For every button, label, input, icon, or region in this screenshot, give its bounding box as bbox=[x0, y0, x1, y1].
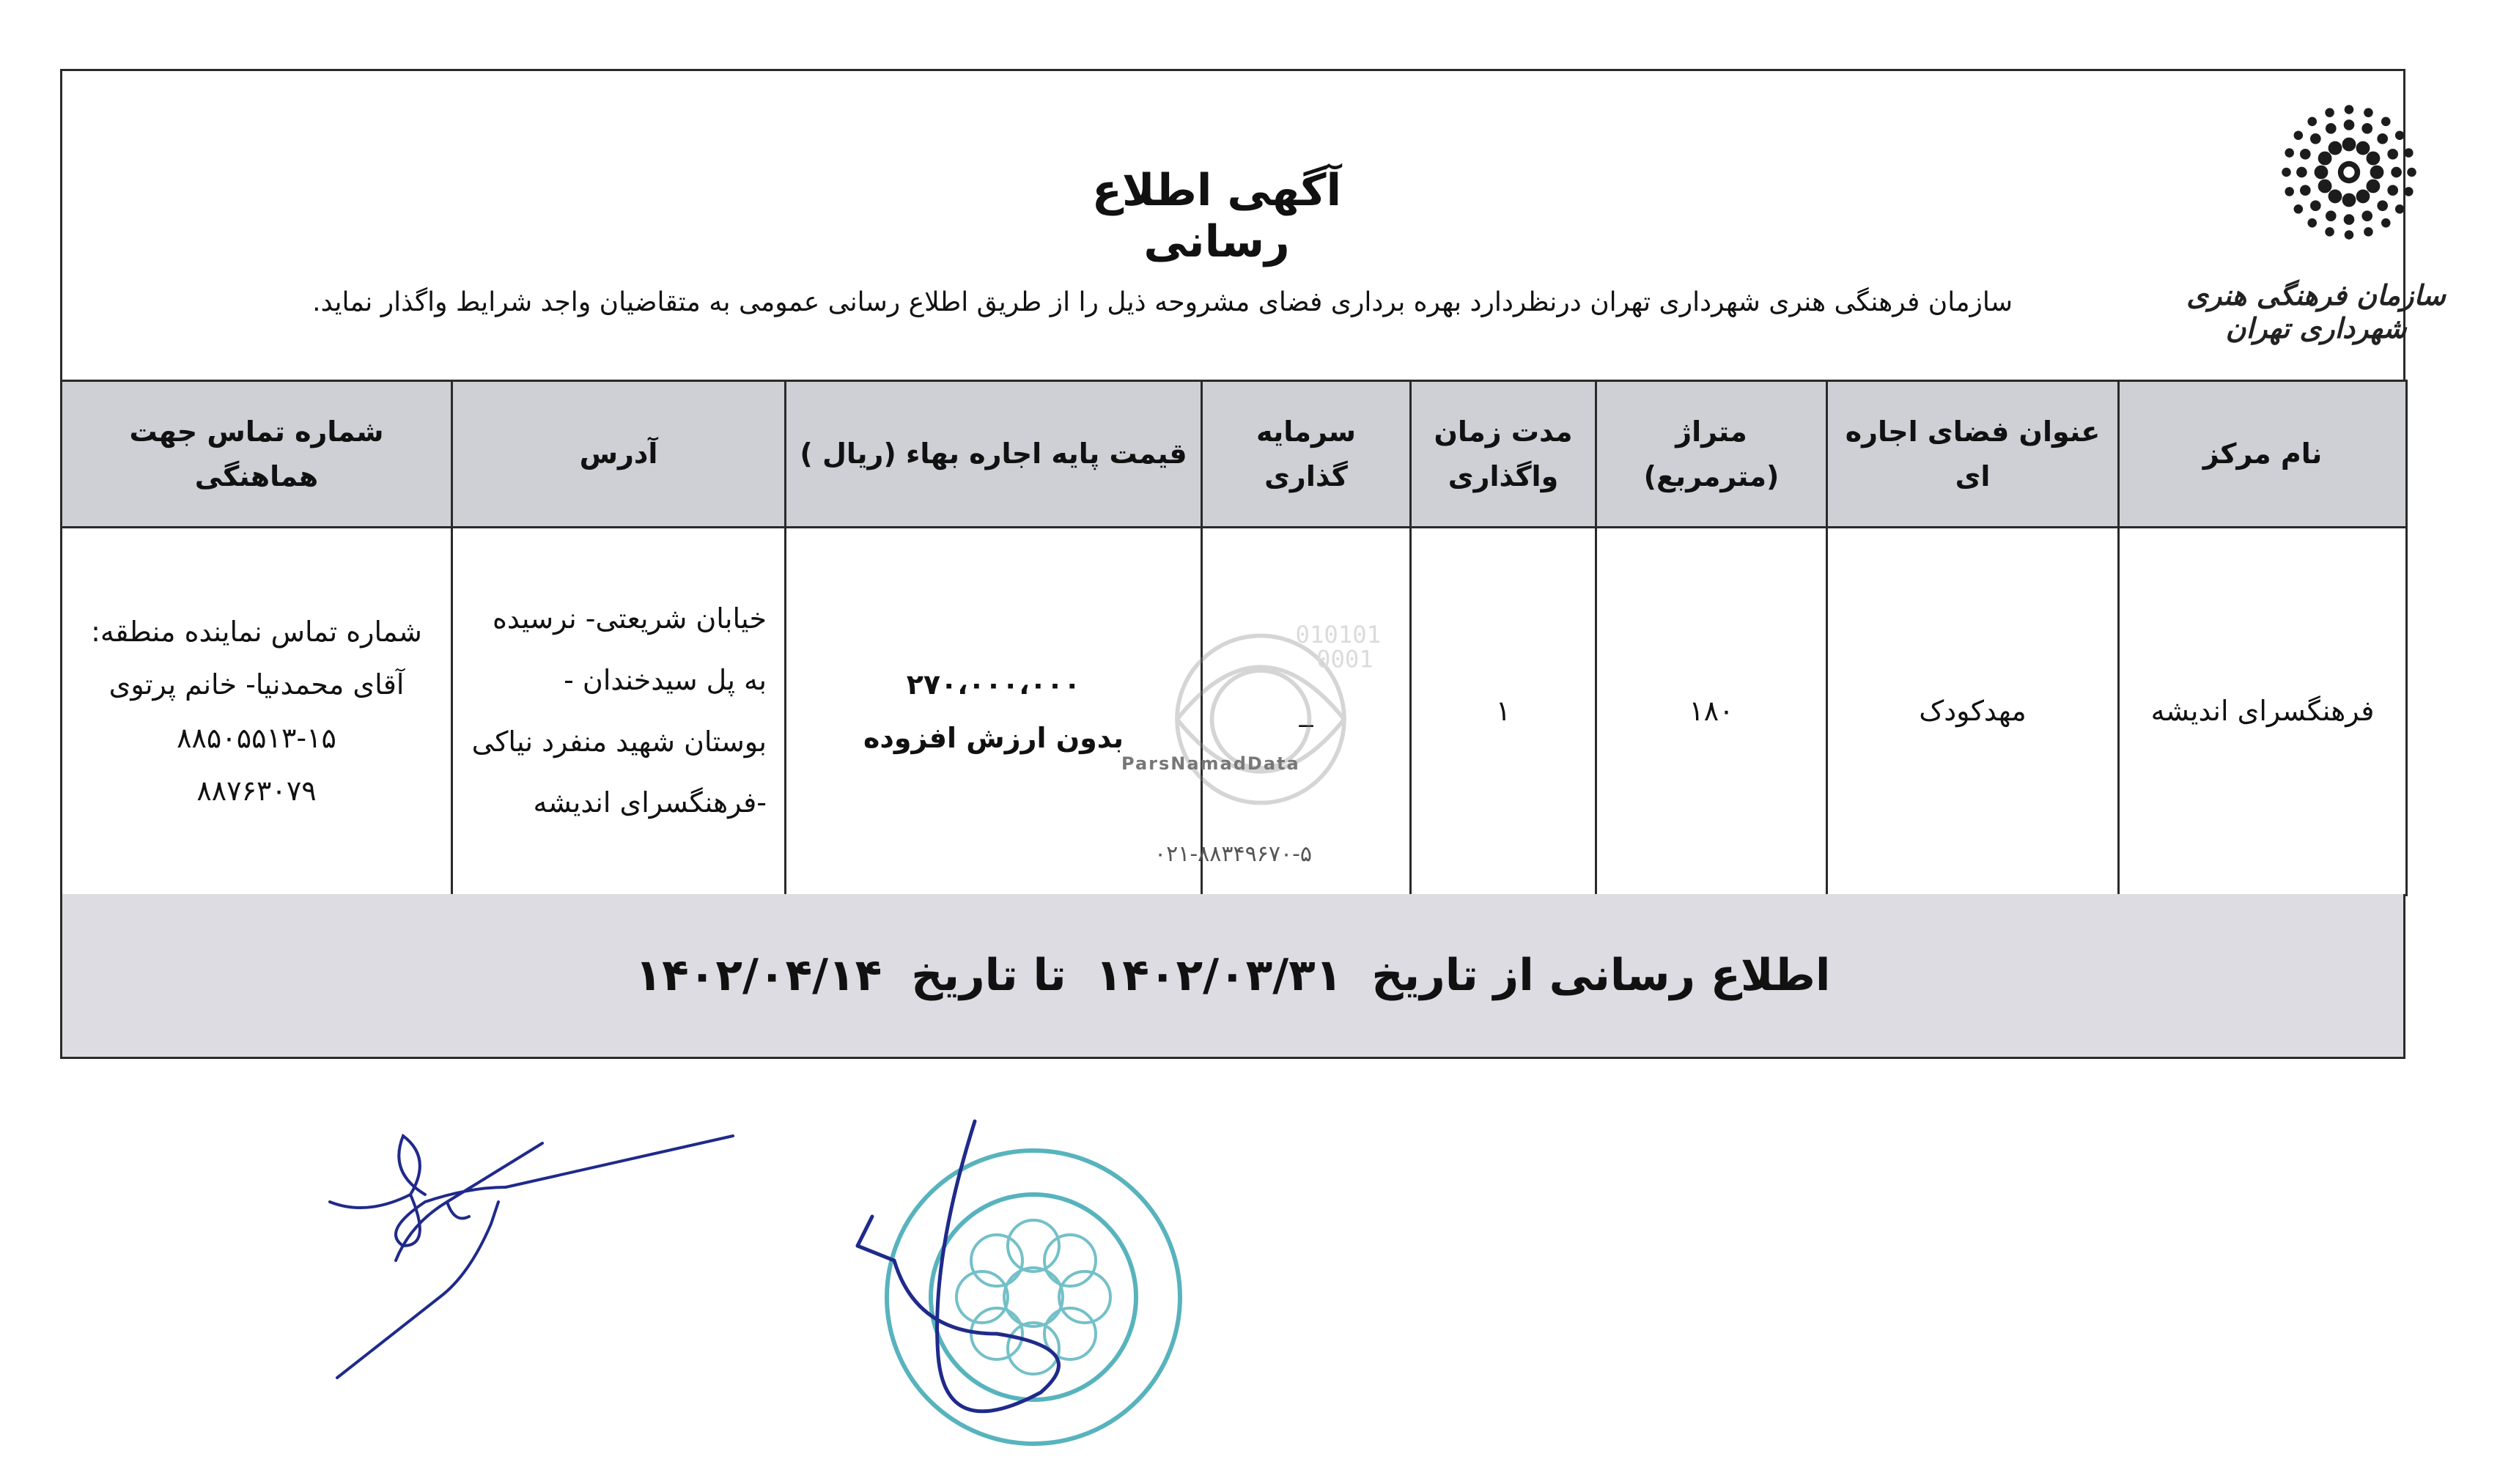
contact-line: آقای محمدنیا- خانم پرتوی bbox=[108, 668, 405, 701]
address-line: خیابان شریعتی- نرسیده bbox=[492, 602, 767, 635]
logo-petal bbox=[2404, 187, 2414, 196]
logo-petal bbox=[2395, 130, 2405, 140]
investment-cell: _ bbox=[1202, 528, 1411, 896]
price-note: بدون ارزش افزوده bbox=[863, 721, 1124, 754]
logo-petal bbox=[2294, 204, 2304, 214]
period-prefix: اطلاع رسانی از تاریخ bbox=[1371, 950, 1831, 1001]
area-cell: ۱۸۰ bbox=[1596, 528, 1827, 896]
table-header-row bbox=[62, 381, 2407, 528]
logo-petal bbox=[2345, 105, 2354, 114]
logo-petal bbox=[2364, 227, 2373, 237]
date-from: ۱۴۰۲/۰۳/۳۱ bbox=[1095, 950, 1343, 1001]
period-middle: تا تاریخ bbox=[911, 950, 1066, 1001]
column-header: متراژ (مترمربع) bbox=[1596, 381, 1827, 528]
logo-petal bbox=[2377, 200, 2388, 211]
contact-line: ۸۸۷۶۳۰۷۹ bbox=[196, 774, 317, 807]
svg-text:010101: 010101 bbox=[1295, 621, 1382, 649]
column-header: عنوان فضای اجاره ای bbox=[1827, 381, 2119, 528]
logo-petal bbox=[2387, 185, 2398, 196]
column-header: مدت زمان واگذاری bbox=[1411, 381, 1596, 528]
address-cell bbox=[452, 528, 786, 896]
svg-text:0001: 0001 bbox=[1316, 645, 1374, 673]
logo-petal bbox=[2307, 117, 2317, 127]
logo-petal bbox=[2315, 166, 2329, 180]
logo-petal bbox=[2326, 123, 2337, 134]
logo-petal bbox=[2381, 218, 2391, 228]
logo-petal bbox=[2342, 193, 2356, 207]
logo-petal bbox=[2294, 130, 2304, 140]
logo-petal bbox=[2318, 180, 2332, 193]
logo-petal bbox=[2300, 185, 2311, 196]
logo-petal bbox=[2404, 148, 2414, 158]
logo-petal bbox=[2361, 123, 2372, 134]
logo-petal bbox=[2285, 187, 2294, 196]
logo-petal bbox=[2367, 152, 2381, 166]
logo-petal bbox=[2285, 148, 2294, 158]
logo-petal bbox=[2307, 218, 2317, 228]
date-to: ۱۴۰۲/۰۴/۱۴ bbox=[635, 950, 882, 1001]
column-header: نام مرکز bbox=[2119, 381, 2407, 528]
logo-petal bbox=[2325, 108, 2334, 117]
logo-petal bbox=[2329, 141, 2342, 155]
watermark-brand: ParsNamadData bbox=[1121, 753, 1300, 774]
logo-petal bbox=[2344, 214, 2355, 225]
contact-cell bbox=[62, 528, 452, 896]
address-line: به پل سیدخندان - bbox=[564, 663, 767, 696]
address-line: -فرهنگسرای اندیشه bbox=[533, 786, 767, 819]
duration-cell: ۱ bbox=[1411, 528, 1596, 896]
logo-petal bbox=[2344, 119, 2355, 130]
logo-petal bbox=[2407, 168, 2416, 177]
notice-period bbox=[62, 894, 2403, 1057]
watermark-phone: ۰۲۱-۸۸۳۴۹۶۷۰-۵ bbox=[1154, 841, 1313, 867]
address-line: بوستان شهید منفرد نیاکی bbox=[471, 725, 767, 758]
notice-title: آگهی اطلاع رسانی bbox=[1091, 165, 1342, 267]
logo-petal bbox=[2310, 200, 2321, 211]
logo-petal bbox=[2356, 190, 2370, 204]
notice-intro: سازمان فرهنگی هنری شهرداری تهران درنظردارد بهره برداری فضای مشروحه ذیل را از طریق اطلاع رسانی عمومی به متقاضیان واجد شرایط واگذار نماید. bbox=[312, 287, 2013, 317]
logo-petal bbox=[2367, 180, 2381, 193]
organization-name: سازمان فرهنگی هنری شهرداری تهران bbox=[2186, 278, 2446, 344]
column-header: آدرس bbox=[452, 381, 786, 528]
signature bbox=[322, 1114, 748, 1385]
logo-petal bbox=[2325, 227, 2334, 237]
watermark-logo bbox=[1118, 601, 1404, 879]
space-title-cell: مهدکودک bbox=[1827, 528, 2119, 896]
logo-petal bbox=[2364, 108, 2373, 117]
logo-petal bbox=[2370, 166, 2384, 180]
column-header: شماره تماس جهت هماهنگی bbox=[62, 381, 452, 528]
organization-logo bbox=[2279, 103, 2419, 242]
official-stamp bbox=[850, 1114, 1195, 1473]
logo-petal bbox=[2381, 117, 2391, 127]
column-header: سرمایه گذاری bbox=[1202, 381, 1411, 528]
base-price: ۲۷۰،۰۰۰،۰۰۰ bbox=[906, 668, 1081, 701]
logo-petal bbox=[2326, 210, 2337, 221]
logo-petal bbox=[2310, 133, 2321, 144]
logo-petal bbox=[2329, 190, 2342, 204]
column-header: قیمت پایه اجاره بهاء (ریال ) bbox=[786, 381, 1202, 528]
logo-petal bbox=[2377, 133, 2388, 144]
center-name-cell: فرهنگسرای اندیشه bbox=[2119, 528, 2407, 896]
contact-line: ۸۸۵۰۵۵۱۳-۱۵ bbox=[177, 721, 336, 754]
logo-petal bbox=[2318, 152, 2332, 166]
logo-petal bbox=[2342, 138, 2356, 152]
logo-petal bbox=[2282, 168, 2291, 177]
logo-petal bbox=[2391, 167, 2402, 178]
logo-petal bbox=[2296, 167, 2307, 178]
logo-petal bbox=[2395, 204, 2405, 214]
logo-petal bbox=[2345, 230, 2354, 240]
logo-petal bbox=[2361, 210, 2372, 221]
contact-line: شماره تماس نماینده منطقه: bbox=[91, 616, 422, 649]
logo-petal bbox=[2356, 141, 2370, 155]
logo-petal bbox=[2300, 149, 2311, 160]
logo-petal bbox=[2387, 149, 2398, 160]
